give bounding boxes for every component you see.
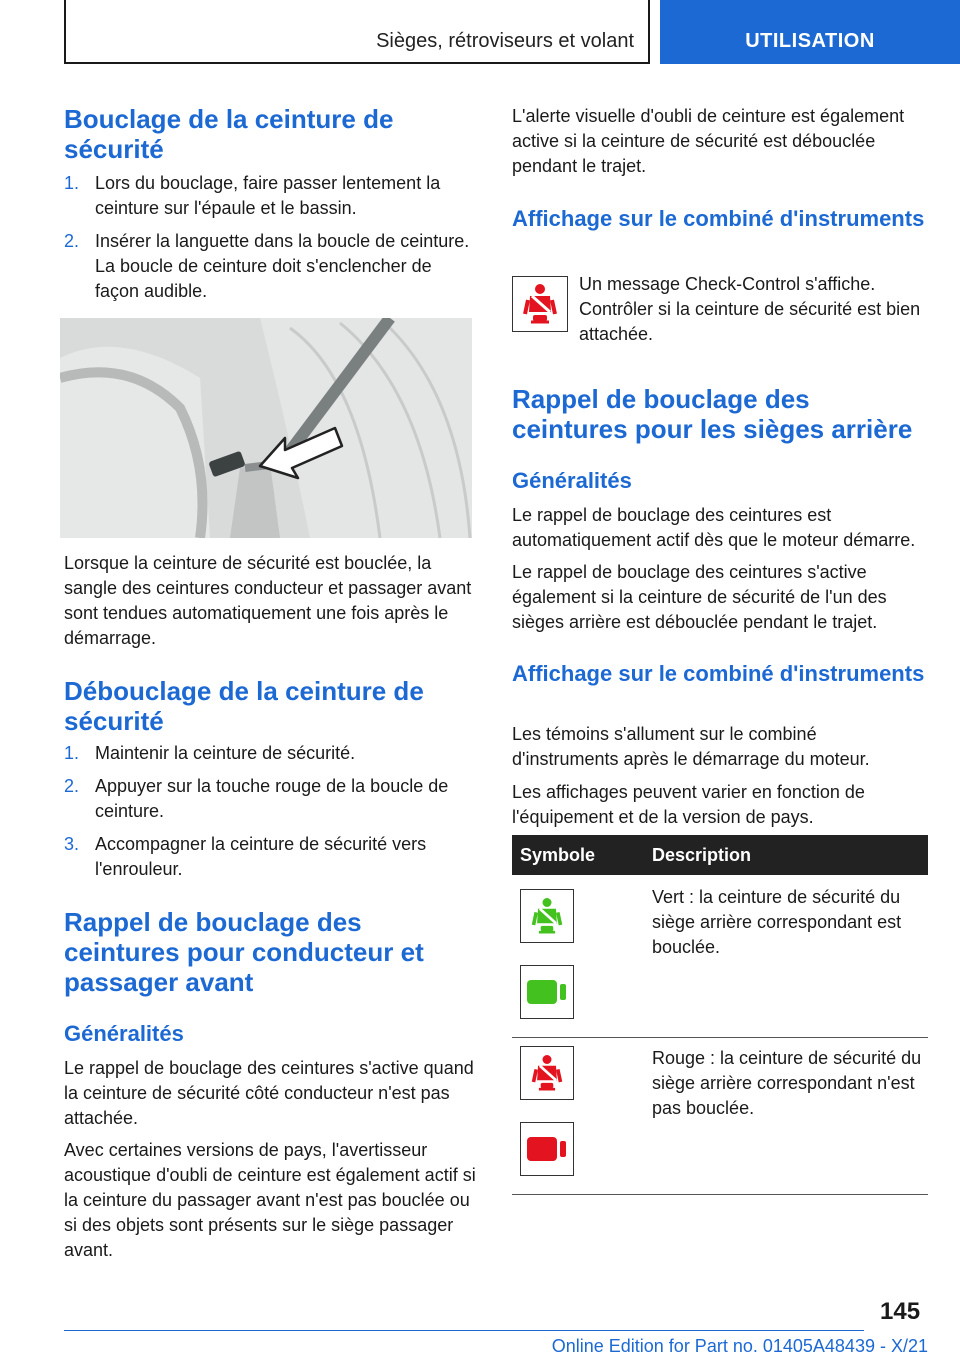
heading-reminder-front: Rappel de bouclage des ceintures pour conducteur et passager avant — [64, 907, 424, 997]
buckle-steps — [64, 171, 476, 304]
heading-buckle: Bouclage de la ceinture de sécurité — [64, 104, 394, 164]
description-cell: Rouge : la ceinture de sécurité du siège arrière correspondant n'est pas bouclée. — [644, 1038, 928, 1195]
list-item: 3. Accompagner la ceinture de sécurité vers l'enrouleur. — [64, 834, 427, 879]
footer-divider — [64, 1330, 864, 1331]
paragraph-lamps: Les témoins s'allument sur le combiné d'instruments après le démarrage du moteur. — [512, 724, 870, 769]
list-item: 2. Insérer la languette dans la boucle de ceinture. La boucle de ceinture doit s'enclencher de façon audible. — [64, 231, 470, 301]
chapter-tab — [660, 0, 960, 64]
seatbelt-icon — [520, 1046, 574, 1100]
page-number: 145 — [880, 1298, 921, 1325]
seatbelt-photo — [60, 318, 472, 538]
running-header — [64, 0, 650, 64]
paragraph-general-1: Le rappel de bouclage des ceintures s'active quand la ceinture de sécurité côté conducteur n'est pas attachée. — [64, 1058, 474, 1128]
column-header-symbol: Symbole — [512, 835, 644, 875]
chapter-title: UTILISATION — [745, 30, 875, 52]
paragraph-general-2: Avec certaines versions de pays, l'avertisseur acoustique d'oubli de ceinture est également actif si la ceinture du passager avant n'est pas bouclée ou si des objets sont présents sur le siège passager avant. — [64, 1140, 476, 1260]
seatbelt-icon — [520, 889, 574, 943]
seat-illustration — [60, 318, 472, 538]
heading-display-1: Affichage sur le combiné d'instruments — [512, 206, 925, 231]
paragraph-rear-2: Le rappel de bouclage des ceintures s'active également si la ceinture de sécurité de l'un des sièges arrière est débouclée pendant le trajet. — [512, 562, 887, 632]
seatbelt-warning-icon — [512, 276, 568, 332]
symbol-table — [512, 835, 928, 1195]
list-item: 2. Appuyer sur la touche rouge de la boucle de ceinture. — [64, 776, 449, 821]
rear-seat-icon — [520, 965, 574, 1019]
paragraph-tensioning: Lorsque la ceinture de sécurité est bouclée, la sangle des ceintures conducteur et passager avant sont tendues automatiquement une fois après le démarrage. — [64, 553, 472, 648]
edition-note: Online Edition for Part no. 01405A48439 - X/21 — [551, 1336, 928, 1356]
column-header-description: Description — [644, 835, 928, 875]
paragraph-variants: Les affichages peuvent varier en fonction de l'équipement et de la version de pays. — [512, 782, 865, 827]
symbol-cell — [512, 875, 644, 1038]
description-cell: Vert : la ceinture de sécurité du siège arrière correspondant est bouclée. — [644, 875, 928, 1038]
list-item: 1. Maintenir la ceinture de sécurité. — [64, 743, 356, 763]
table-row — [512, 875, 928, 1038]
table-header — [512, 835, 928, 875]
heading-display-2: Affichage sur le combiné d'instruments — [512, 661, 925, 686]
section-title: Sièges, rétroviseurs et volant — [376, 30, 634, 52]
paragraph-rear-1: Le rappel de bouclage des ceintures est automatiquement actif dès que le moteur démarre. — [512, 505, 916, 550]
paragraph-visual-alert: L'alerte visuelle d'oubli de ceinture est également active si la ceinture de sécurité est débouclée pendant le trajet. — [512, 106, 905, 176]
table-row — [512, 1038, 928, 1195]
rear-seat-icon — [520, 1122, 574, 1176]
unbuckle-steps — [64, 741, 476, 882]
heading-reminder-rear: Rappel de bouclage des ceintures pour les sièges arrière — [512, 384, 913, 444]
heading-unbuckle: Débouclage de la ceinture de sécurité — [64, 676, 424, 736]
heading-general: Généralités — [64, 1021, 184, 1046]
paragraph-check-control: Un message Check-Control s'affiche. Contrôler si la ceinture de sécurité est bien attachée. — [579, 274, 921, 344]
list-item: 1. Lors du bouclage, faire passer lentement la ceinture sur l'épaule et le bassin. — [64, 173, 441, 218]
symbol-cell — [512, 1038, 644, 1195]
heading-general-rear: Généralités — [512, 468, 632, 493]
